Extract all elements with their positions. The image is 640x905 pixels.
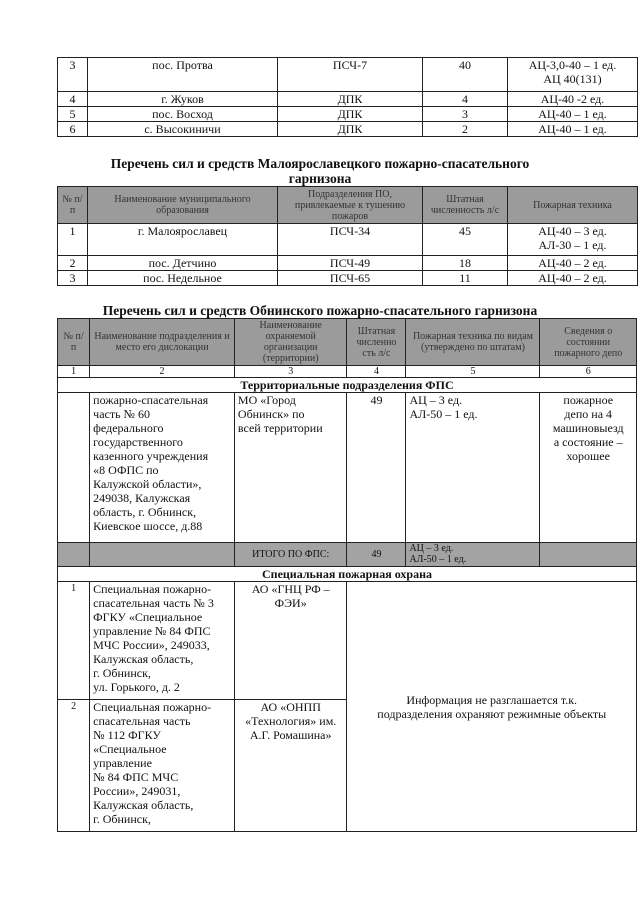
column-number: 5	[406, 366, 540, 378]
text-line: России», 249031,	[93, 784, 181, 798]
text-line: ФЭИ»	[274, 596, 307, 610]
header-state: Сведения о состоянии пожарного депо	[540, 319, 637, 366]
staff-count: 49	[347, 393, 406, 543]
text-line: Специальная пожарно-	[93, 700, 212, 714]
section-title	[0, 156, 640, 186]
header-staff: Штатная численно сть л/с	[347, 319, 406, 366]
settlement-name: пос. Детчино	[88, 256, 278, 271]
fire-equipment	[508, 224, 638, 256]
text-line: г. Обнинск,	[93, 666, 151, 680]
subsection-row	[58, 378, 637, 393]
header-number: № п/п	[58, 187, 88, 224]
fire-equipment: АЦ-40 – 1 ед.	[508, 107, 638, 122]
settlement-name: пос. Протва	[88, 58, 278, 92]
column-number: 6	[540, 366, 637, 378]
fire-equipment: АЦ-40 – 1 ед.	[508, 122, 638, 137]
unit-name: ПСЧ-34	[278, 224, 423, 256]
unit-description	[90, 582, 235, 700]
text-line: МЧС России», 249033,	[93, 638, 210, 652]
text-line: пожарно-спасательная	[93, 393, 209, 407]
text-line: пожарное	[563, 393, 614, 407]
title-line: гарнизона	[288, 171, 352, 186]
text-line: № 84 ФПС МЧС	[93, 770, 179, 784]
maloyaroslavets-table	[57, 186, 638, 286]
column-numbers-row	[58, 366, 637, 378]
depot-state	[540, 393, 637, 543]
text-line: «8 ОФПС по	[93, 463, 159, 477]
staff-count: 2	[423, 122, 508, 137]
row-number: 2	[58, 256, 88, 271]
protected-organization	[234, 582, 347, 700]
text-line: подразделения охраняют режимные объекты	[377, 706, 607, 721]
header-name: Наименование подразделения и место его дислокации	[90, 319, 235, 366]
table-row	[58, 92, 638, 107]
settlement-name: пос. Недельное	[88, 271, 278, 286]
text-line: область, г. Обнинск,	[93, 505, 197, 519]
fire-equipment: АЦ-40 -2 ед.	[508, 92, 638, 107]
fire-equipment	[508, 58, 638, 92]
classified-note	[347, 582, 637, 832]
text-line: часть № 60	[93, 407, 151, 421]
column-number: 3	[234, 366, 347, 378]
row-number: 1	[58, 582, 90, 700]
table-header	[58, 187, 638, 224]
staff-count: 11	[423, 271, 508, 286]
text-line: спасательная часть	[93, 714, 191, 728]
table-row	[58, 256, 638, 271]
table-row	[58, 582, 637, 700]
total-equipment	[406, 543, 540, 567]
equipment-line: АЦ 40(131)	[543, 72, 602, 86]
table-row	[58, 271, 638, 286]
row-number: 2	[58, 700, 90, 832]
unit-name: ДПК	[278, 92, 423, 107]
text-line: Калужская область,	[93, 798, 194, 812]
total-label: ИТОГО ПО ФПС:	[234, 543, 347, 567]
obninsk-table	[57, 318, 637, 832]
text-line: «Специальное	[93, 742, 167, 756]
equipment-line: АЦ-3,0-40 – 1 ед.	[528, 58, 617, 72]
row-number: 4	[58, 92, 88, 107]
text-line: хорошее	[566, 449, 610, 463]
table-row	[58, 224, 638, 256]
staff-count: 18	[423, 256, 508, 271]
header-equipment: Пожарная техника	[508, 187, 638, 224]
text-line: 249038, Калужская	[93, 491, 191, 505]
settlement-name: г. Малоярославец	[88, 224, 278, 256]
text-line: АО «ГНЦ РФ –	[251, 582, 330, 596]
unit-description	[90, 393, 235, 543]
header-org: Наименование охраняемой организации (территории)	[234, 319, 347, 366]
table-row	[58, 122, 638, 137]
text-line: казенного учреждения	[93, 449, 209, 463]
equipment-line: АЛ-30 – 1 ед.	[538, 238, 607, 252]
text-line: Калужская область,	[93, 652, 194, 666]
row-number: 1	[58, 224, 88, 256]
row-number	[58, 393, 90, 543]
unit-name: ДПК	[278, 107, 423, 122]
header-equipment: Пожарная техника по видам (утверждено по штатам)	[406, 319, 540, 366]
unit-name: ДПК	[278, 122, 423, 137]
text-line: ул. Горького, д. 2	[93, 680, 180, 694]
total-row	[58, 543, 637, 567]
text-line: Калужской области»,	[93, 477, 202, 491]
text-line: АЛ-50 – 1 ед.	[409, 554, 467, 565]
text-line: спасательная часть № 3	[93, 596, 214, 610]
row-number: 3	[58, 271, 88, 286]
unit-description	[90, 700, 235, 832]
text-line: управление	[93, 756, 152, 770]
staff-count: 45	[423, 224, 508, 256]
text-line: АЦ – 3 ед.	[409, 393, 463, 407]
table-header	[58, 319, 637, 366]
text-line: «Технология» им.	[245, 714, 337, 728]
staff-count: 3	[423, 107, 508, 122]
text-line: Киевское шоссе, д.88	[93, 519, 203, 533]
text-line: федерального	[93, 421, 164, 435]
title-line: Перечень сил и средств Малоярославецкого пожарно-спасательного	[110, 156, 530, 171]
staff-count: 4	[423, 92, 508, 107]
text-line: № 112 ФГКУ	[93, 728, 161, 742]
empty-cell	[540, 543, 637, 567]
text-line: АО «ОНПП	[260, 700, 321, 714]
protected-organization	[234, 700, 347, 832]
settlement-name: пос. Восход	[88, 107, 278, 122]
text-line: всей территории	[237, 421, 323, 435]
unit-name: ПСЧ-7	[278, 58, 423, 92]
text-line: а состояние –	[553, 435, 623, 449]
unit-name: ПСЧ-49	[278, 256, 423, 271]
total-staff: 49	[347, 543, 406, 567]
text-line: государственного	[93, 435, 183, 449]
section-title: Перечень сил и средств Обнинского пожарно-спасательного гарнизона	[102, 303, 538, 318]
column-number: 4	[347, 366, 406, 378]
table-row	[58, 107, 638, 122]
protected-organization	[234, 393, 347, 543]
text-line: МО «Город	[237, 393, 296, 407]
subsection-title: Территориальные подразделения ФПС	[58, 378, 637, 393]
table-continuation	[57, 57, 638, 137]
text-line: Специальная пожарно-	[93, 582, 212, 596]
fire-equipment	[406, 393, 540, 543]
empty-cell	[58, 543, 90, 567]
text-line: АЛ-50 – 1 ед.	[409, 407, 478, 421]
row-number: 3	[58, 58, 88, 92]
subsection-row	[58, 567, 637, 582]
column-number: 2	[90, 366, 235, 378]
staff-count: 40	[423, 58, 508, 92]
header-staff: Штатная численность л/с	[423, 187, 508, 224]
text-line: АЦ – 3 ед.	[409, 543, 454, 554]
empty-cell	[90, 543, 235, 567]
header-number: № п/п	[58, 319, 90, 366]
table-row	[58, 58, 638, 92]
settlement-name: г. Жуков	[88, 92, 278, 107]
equipment-line: АЦ-40 – 3 ед.	[538, 224, 607, 238]
settlement-name: с. Высокиничи	[88, 122, 278, 137]
fire-equipment: АЦ-40 – 2 ед.	[508, 271, 638, 286]
unit-name: ПСЧ-65	[278, 271, 423, 286]
text-line: А.Г. Ромашина»	[249, 728, 332, 742]
row-number: 5	[58, 107, 88, 122]
column-number: 1	[58, 366, 90, 378]
text-line: машиновыезд	[552, 421, 624, 435]
row-number: 6	[58, 122, 88, 137]
text-line: Информация не разглашается т.к.	[406, 692, 578, 707]
text-line: депо на 4	[564, 407, 613, 421]
text-line: ФГКУ «Специальное	[93, 610, 203, 624]
subsection-title: Специальная пожарная охрана	[58, 567, 637, 582]
text-line: Обнинск» по	[237, 407, 305, 421]
fire-equipment: АЦ-40 – 2 ед.	[508, 256, 638, 271]
header-name: Наименование муниципального образования	[88, 187, 278, 224]
text-line: г. Обнинск,	[93, 812, 151, 826]
header-unit: Подразделения ПО, привлекаемые к тушению пожаров	[278, 187, 423, 224]
text-line: управление № 84 ФПС	[93, 624, 211, 638]
table-row	[58, 393, 637, 543]
